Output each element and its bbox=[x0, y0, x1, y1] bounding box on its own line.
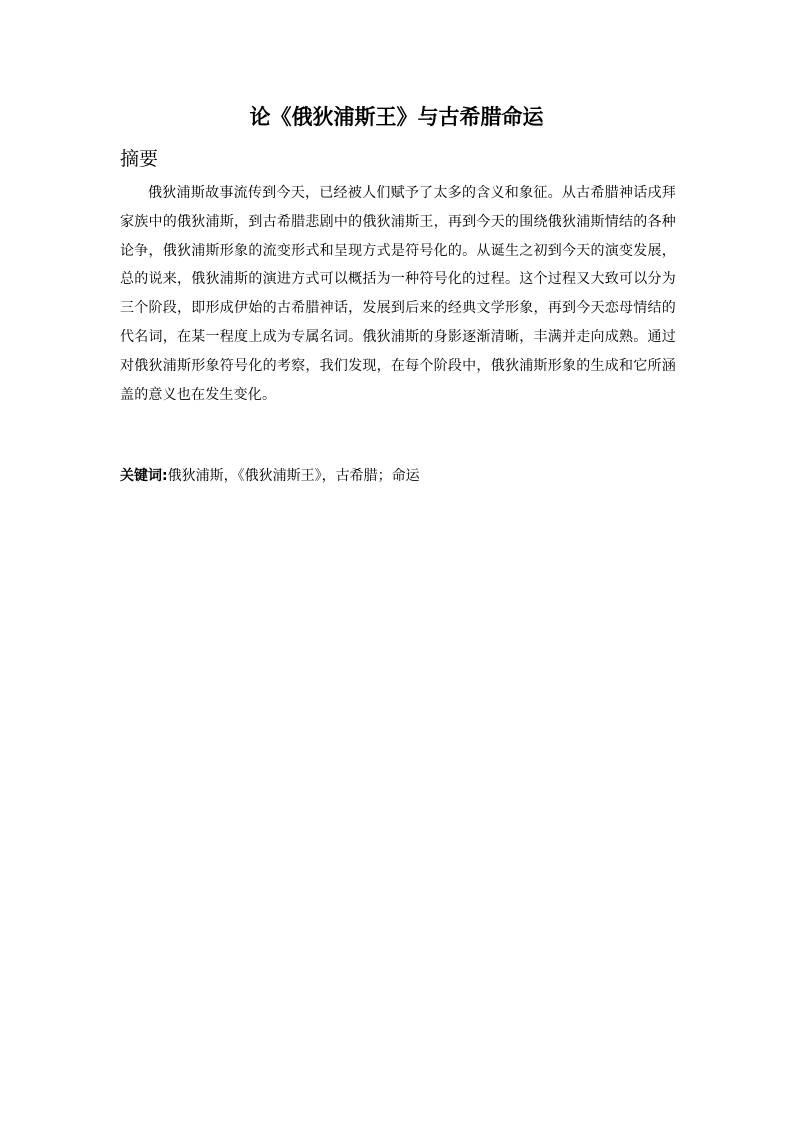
abstract-heading: 摘要 bbox=[120, 148, 159, 170]
keywords-text: 俄狄浦斯，《俄狄浦斯王》，古希腊；命运 bbox=[167, 468, 420, 484]
keywords-label: 关键词: bbox=[120, 468, 168, 484]
abstract-paragraph: 俄狄浦斯故事流传到今天，已经被人们赋予了太多的含义和象征。从古希腊神话戌拜家族中的俄狄浦斯，到古希腊悲剧中的俄狄浦斯王，再到今天的围绕俄狄浦斯情结的各种论争，俄狄浦斯形象的流变形式和呈现方式是符号化的。从诞生之初到今天的演变发展，总的说来，俄狄浦斯的演进方式可以概括为一种符号化的过程。这个过程又大致可以分为三个阶段，即形成伊始的古希腊神话，发展到后来的经典文学形象，再到今天恋母情结的代名词，在某一程度上成为专属名词。俄狄浦斯的身影逐渐清晰，丰满并走向成熟。通过对俄狄浦斯形象符号化的考察，我们发现，在每个阶段中，俄狄浦斯形象的生成和它所涵盖的意义也在发生变化。 bbox=[120, 185, 676, 403]
document-title: 论《俄狄浦斯王》与古希腊命运 bbox=[249, 105, 544, 129]
keywords-line bbox=[120, 462, 676, 490]
